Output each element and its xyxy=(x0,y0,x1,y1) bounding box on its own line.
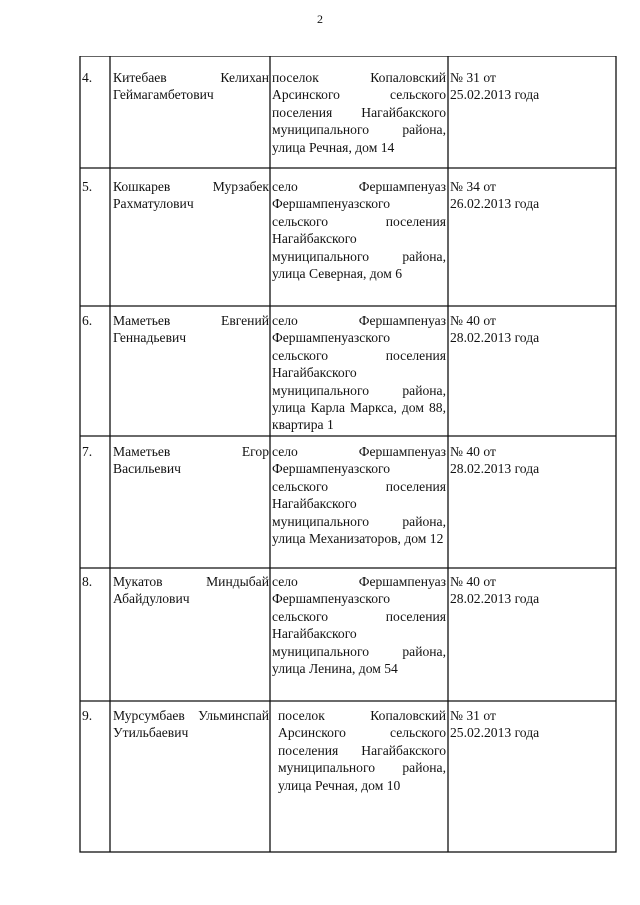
document-ref xyxy=(450,178,620,213)
row-number: 8. xyxy=(82,574,93,589)
person-name: Кошкарев Мурзабек Рахматулович xyxy=(113,179,269,212)
address: поселок Копаловский Арсинского сельского поселения Нагайбакского муниципального района, улица Речная, дом 10 xyxy=(278,708,446,793)
row-number: 4. xyxy=(82,70,93,85)
person-name: Маметьев Егор Васильевич xyxy=(113,444,269,477)
document-ref xyxy=(450,443,620,478)
document-ref xyxy=(450,573,620,608)
address: село Фершампенуаз Фершампенуазского сельского поселения Нагайбакского муниципального района, улица Механизаторов, дом 12 xyxy=(272,444,446,547)
address: село Фершампенуаз Фершампенуазского сельского поселения Нагайбакского муниципального района, улица Карла Маркса, дом 88, квартира 1 xyxy=(272,313,446,433)
doc-number: № 40 от xyxy=(450,444,496,459)
doc-date: 26.02.2013 года xyxy=(450,196,540,212)
row-number: 6. xyxy=(82,313,93,328)
doc-number: № 31 от xyxy=(450,708,496,723)
document-ref xyxy=(450,707,620,742)
doc-date: 28.02.2013 года xyxy=(450,330,540,346)
doc-number: № 31 от xyxy=(450,70,496,85)
person-name: Маметьев Евгений Геннадьевич xyxy=(113,313,269,346)
doc-date: 28.02.2013 года xyxy=(450,591,540,607)
page-number: 2 xyxy=(317,12,323,26)
doc-date: 25.02.2013 года xyxy=(450,725,540,741)
person-name: Китебаев Келихан Геймагамбетович xyxy=(113,70,269,103)
person-name: Мукатов Миндыбай Абайдулович xyxy=(113,574,269,607)
document-ref xyxy=(450,69,620,104)
address: село Фершампенуаз Фершампенуазского сельского поселения Нагайбакского муниципального района, улица Северная, дом 6 xyxy=(272,179,446,282)
doc-number: № 34 от xyxy=(450,179,496,194)
row-number: 5. xyxy=(82,179,93,194)
document-ref xyxy=(450,312,620,347)
doc-date: 28.02.2013 года xyxy=(450,461,540,477)
address: село Фершампенуаз Фершампенуазского сельского поселения Нагайбакского муниципального района, улица Ленина, дом 54 xyxy=(272,574,446,677)
doc-date: 25.02.2013 года xyxy=(450,87,540,103)
doc-number: № 40 от xyxy=(450,574,496,589)
row-number: 7. xyxy=(82,444,93,459)
address: поселок Копаловский Арсинского сельского поселения Нагайбакского муниципального района, улица Речная, дом 14 xyxy=(272,70,446,155)
row-number: 9. xyxy=(82,708,93,723)
person-name: Мурсумбаев Ульминспай Утильбаевич xyxy=(113,708,269,741)
doc-number: № 40 от xyxy=(450,313,496,328)
